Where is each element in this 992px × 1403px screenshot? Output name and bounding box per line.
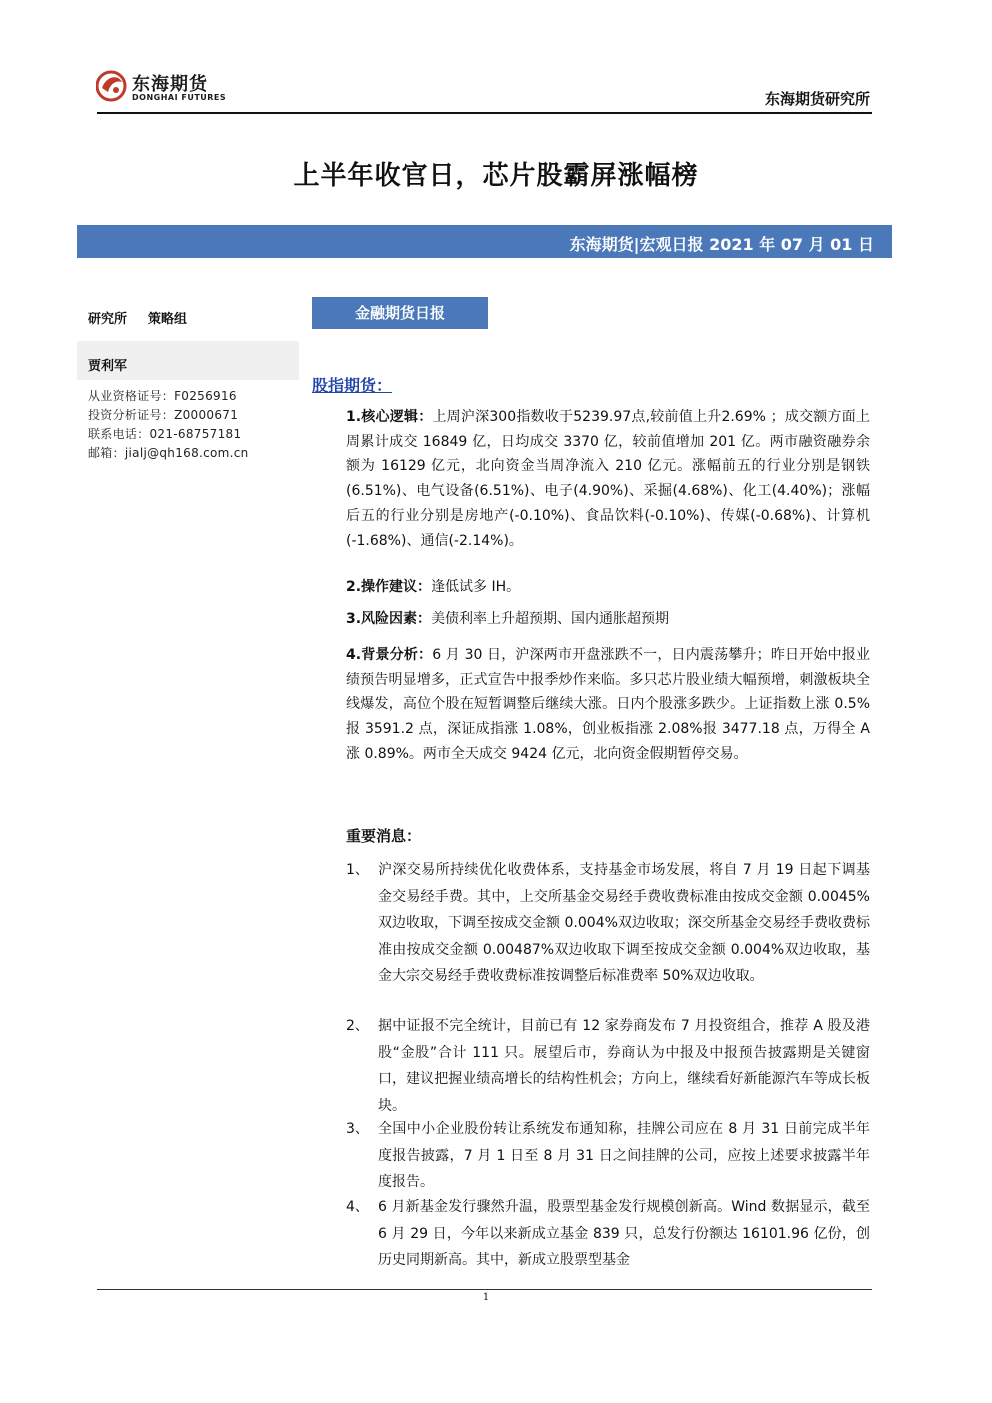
- qualification-number: 从业资格证号：F0256916: [88, 389, 237, 403]
- section-tab: 金融期货日报: [312, 297, 488, 329]
- company-logo: [96, 66, 236, 110]
- institute-name: 东海期货研究所: [764, 90, 870, 108]
- news-number: 4、: [346, 1199, 369, 1215]
- news-number: 3、: [346, 1121, 369, 1137]
- point-text: 逢低试多 IH。: [431, 579, 521, 595]
- author-name: 贾利军: [88, 359, 128, 374]
- analyst-number: 投资分析证号：Z0000671: [88, 408, 239, 422]
- operation-advice-paragraph: [346, 575, 870, 600]
- news-number: 1、: [346, 862, 369, 878]
- news-number: 2、: [346, 1018, 369, 1034]
- page-number: 1: [482, 1292, 490, 1303]
- logo-text-en: DONGHAI FUTURES: [132, 93, 227, 102]
- core-logic-paragraph: [346, 405, 870, 553]
- report-date-label: 东海期货|宏观日报 2021 年 07 月 01 日: [569, 235, 874, 254]
- point-text: 美债利率上升超预期、国内通胀超预期: [431, 611, 670, 627]
- footer-divider: [97, 1289, 872, 1290]
- risk-factors-paragraph: [346, 607, 870, 632]
- index-futures-heading: 股指期货：: [312, 376, 393, 395]
- news-item: 6 月新基金发行骤然升温，股票型基金发行规模创新高。Wind 数据显示，截至 6 月 29 日，今年以来新成立基金 839 只，总发行份额达 16101.96 亿份，创历史同期新高。其中，新成立股票型基金: [378, 1199, 870, 1269]
- news-heading: 重要消息：: [346, 827, 422, 845]
- contact-email: 邮箱：jialj@qh168.com.cn: [88, 446, 249, 460]
- report-band: [77, 225, 892, 258]
- sidebar-team: 策略组: [148, 312, 188, 327]
- header-divider: [97, 112, 872, 114]
- contact-phone: 联系电话：021-68757181: [88, 427, 242, 441]
- news-item: 全国中小企业股份转让系统发布通知称，挂牌公司应在 8 月 31 日前完成半年度报告披露，7 月 1 日至 8 月 31 日之间挂牌的公司，应按上述要求披露半年度报告。: [378, 1121, 870, 1191]
- point-label: 3.风险因素：: [346, 611, 432, 627]
- document-title: 上半年收官日，芯片股霸屏涨幅榜: [293, 161, 699, 191]
- logo-emblem-icon: [96, 66, 128, 106]
- news-item: 据中证报不完全统计，目前已有 12 家券商发布 7 月投资组合，推荐 A 股及港股“金股”合计 111 只。展望后市，券商认为中报及中报预告披露期是关键窗口，建议把握业绩高增长的结构性机会；方向上，继续看好新能源汽车等成长板块。: [378, 1018, 870, 1114]
- sidebar-department: 研究所: [88, 312, 128, 327]
- news-item: 沪深交易所持续优化收费体系，支持基金市场发展，将自 7 月 19 日起下调基金交易经手费。其中，上交所基金交易经手费收费标准由按成交金额 0.0045%双边收取，下调至按成交金额 0.004%双边收取；深交所基金交易经手费收费标准由按成交金额 0.00487%双边收取下调至按成交金额 0.004%双边收取，基金大宗交易经手费收费标准按调整后标准费率 50%双边收取。: [378, 862, 870, 985]
- author-box: [77, 341, 299, 380]
- background-analysis-paragraph: [346, 643, 870, 767]
- point-label: 2.操作建议：: [346, 579, 432, 595]
- point-text: 6 月 30 日，沪深两市开盘涨跌不一，日内震荡攀升；昨日开始中报业绩预告明显增多，正式宣告中报季炒作来临。多只芯片股业绩大幅预增，刺激板块全线爆发，高位个股在短暂调整后继续大涨。日内个股涨多跌少。上证指数上涨 0.5%报 3591.2 点，深证成指涨 1.08%，创业板指涨 2.08%报 3477.18 点，万得全 A 涨 0.89%。两市全天成交 9424 亿元，北向资金假期暂停交易。: [346, 647, 870, 762]
- logo-text-cn: 东海期货: [132, 74, 208, 95]
- point-label: 1.核心逻辑：: [346, 409, 433, 425]
- point-label: 4.背景分析：: [346, 647, 433, 663]
- point-text: 上周沪深300指数收于5239.97点,较前值上升2.69% ；成交额方面上周累计成交 16849 亿，日均成交 3370 亿，较前值增加 201 亿。两市融资融券余额为 16129 亿元，北向资金当周净流入 210 亿元。涨幅前五的行业分别是钢铁(6.51%)、电气设备(6.51%)、电子(4.90%)、采掘(4.68%)、化工(4.40%)；涨幅后五的行业分别是房地产(-0.10%)、食品饮料(-0.10%)、传媒(-0.68%)、计算机(-1.68%)、通信(-2.14%)。: [346, 409, 870, 549]
